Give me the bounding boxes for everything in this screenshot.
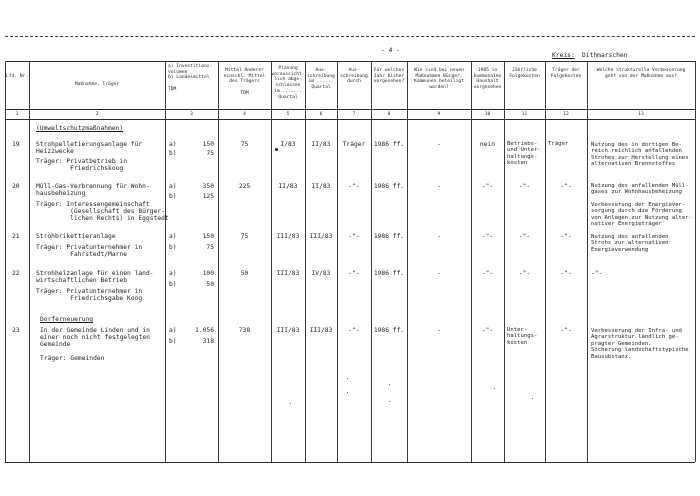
- header-ausschreibung-quartal: Aus- schreibung im ...... Quartal: [307, 68, 335, 91]
- header-investition: a) Investitions- volumen b) Landesmittel TDM: [168, 64, 213, 92]
- investment-volume: 150: [202, 233, 214, 240]
- col-number: 12: [563, 112, 569, 117]
- section-heading-umweltschutz: (Umweltschutzmaßnahmen): [36, 125, 124, 132]
- col-border: [5, 61, 6, 462]
- investment-volume: 100: [202, 270, 214, 277]
- col-border: [471, 61, 472, 462]
- tender-quarter: II/83: [311, 183, 331, 190]
- state-funds: 75: [206, 244, 214, 251]
- state-funds: 75: [206, 150, 214, 157]
- other-funds: 50: [240, 270, 249, 277]
- col-number: 1: [15, 112, 19, 117]
- top-border: [5, 36, 695, 37]
- col-border: [695, 61, 696, 462]
- citizen-participation: -: [437, 270, 441, 277]
- scan-mark: [290, 403, 291, 404]
- tender-quarter: IV/83: [311, 270, 331, 277]
- tender-quarter: III/83: [309, 233, 333, 240]
- col-border: [29, 61, 30, 462]
- scan-mark: [389, 401, 390, 402]
- col-number: 8: [387, 112, 391, 117]
- page-number: - 4 -: [381, 47, 400, 54]
- col-border: [218, 61, 219, 462]
- measure-title: Strohheizanlage für einen land- wirtschaftlichen Betrieb: [36, 270, 154, 285]
- header-jahr: Für welches Jahr bisher vorgesehen?: [373, 68, 405, 85]
- planned-year: 1986 ff.: [373, 233, 405, 240]
- row-number: 23: [12, 327, 20, 334]
- structural-improvement-2: Verbesserung der Energiever- sorgung durch die Förderung von Anlagen zur Nutzung alter- nativer Energieträger: [591, 202, 693, 228]
- planned-year: 1986 ff.: [373, 183, 405, 190]
- state-funds: 125: [202, 193, 214, 200]
- label-a: a): [169, 141, 177, 148]
- tender-by: -"-: [348, 270, 360, 277]
- other-funds: 738: [238, 327, 251, 334]
- budget-1985: nein: [479, 141, 496, 148]
- tender-by: -"-: [348, 183, 360, 190]
- planning-quarter: III/83: [276, 327, 300, 334]
- planned-year: 1986 ff.: [373, 327, 405, 334]
- budget-1985: -"-: [481, 183, 494, 190]
- scan-mark: [494, 388, 495, 389]
- structural-improvement: Nutzung des in dortigen Be- reich reichlich anfallenden Strohes zur Herstellung eines alternativen Brennstoffes: [591, 142, 689, 168]
- structural-improvement: -"-: [591, 270, 603, 277]
- state-funds: 318: [202, 338, 214, 345]
- budget-1985: -"-: [481, 327, 494, 334]
- label-b: b): [169, 244, 177, 251]
- citizen-participation: -: [437, 183, 441, 190]
- col-border: [407, 61, 408, 462]
- planned-year: 1986 ff.: [373, 270, 405, 277]
- investment-volume: 350: [202, 183, 214, 190]
- tender-by: -"-: [348, 327, 360, 334]
- header-mittel-anderer: Mittel Anderer einschl. Mittel des Trägers TDM: [223, 68, 266, 96]
- scan-mark: [347, 378, 348, 379]
- row-number: 19: [12, 141, 20, 148]
- investment-volume: 150: [202, 141, 214, 148]
- header-haushalt: 1985 in kommunalen Haushalt vorgesehen: [473, 68, 502, 91]
- measure-title: Strohbrikettieranlage: [36, 233, 116, 240]
- follow-up-cost-bearer: -"-: [560, 233, 572, 240]
- follow-up-cost-bearer: Träger: [548, 141, 569, 147]
- col-border: [545, 61, 546, 462]
- tender-quarter: II/83: [311, 141, 331, 148]
- scan-mark: [389, 384, 390, 385]
- measure-traeger: Träger: Privatunternehmer in Fahrstedt/Marne: [36, 244, 143, 259]
- scan-mark: [275, 148, 278, 151]
- investment-volume: 1.056: [195, 327, 214, 334]
- col-number: 11: [521, 112, 528, 117]
- planning-quarter: I/83: [280, 141, 296, 148]
- measure-title: Müll-Gas-Verbrennung für Wohn- hausbeheizung: [36, 183, 150, 198]
- header-planung: Planung voraussicht- lich abge- schlossen im ....... Quartal: [271, 66, 305, 100]
- header-traeger-folgekosten: Träger der Folgekosten: [550, 68, 582, 79]
- col-border: [587, 61, 588, 462]
- header-ausschreibung-durch: Aus- schreibung durch: [340, 68, 368, 85]
- col-number: 7: [352, 112, 356, 117]
- other-funds: 225: [238, 183, 251, 190]
- follow-up-costs: -"-: [518, 183, 531, 190]
- label-b: b): [169, 281, 177, 288]
- planning-quarter: III/83: [276, 233, 300, 240]
- row-number: 22: [12, 270, 20, 277]
- planning-quarter: II/83: [278, 183, 298, 190]
- header-top-rule: [5, 61, 695, 62]
- col-number: 6: [319, 112, 323, 117]
- measure-traeger: Träger: Privatbetrieb in Friedrichskoog: [36, 158, 127, 173]
- colnum-bottom-rule: [5, 119, 695, 120]
- tender-by: -"-: [348, 233, 360, 240]
- col-border: [337, 61, 338, 462]
- citizen-participation: -: [437, 141, 441, 148]
- follow-up-costs: Betriebs- und Unter- haltungs- kosten: [507, 141, 541, 167]
- scan-mark: [347, 392, 348, 393]
- header-bottom-rule: [5, 109, 695, 110]
- kreis-label: Kreis:: [552, 52, 575, 59]
- col-border: [165, 61, 166, 462]
- follow-up-costs: -"-: [518, 270, 531, 277]
- follow-up-cost-bearer: -"-: [560, 270, 572, 277]
- tender-by: Träger: [342, 141, 366, 148]
- col-number: 5: [286, 112, 290, 117]
- label-a: a): [169, 183, 177, 190]
- label-a: a): [169, 233, 177, 240]
- planning-quarter: III/83: [276, 270, 300, 277]
- follow-up-cost-bearer: -"-: [560, 183, 572, 190]
- citizen-participation: -: [437, 327, 441, 334]
- structural-improvement: Nutzung des anfallenden Strohs zur alternativen Energieverwendung: [591, 234, 669, 253]
- other-funds: 75: [240, 233, 249, 240]
- kreis-value: Dithmarschen: [582, 52, 628, 59]
- col-border: [504, 61, 505, 462]
- measure-traeger: Träger: Interessengemeinschaft (Gesellschaft des Bürger- lichen Rechts) in Eggstedt: [36, 201, 169, 223]
- col-border: [271, 61, 272, 462]
- tender-quarter: III/83: [309, 327, 333, 334]
- label-a: a): [169, 270, 177, 277]
- col-number: 9: [437, 112, 441, 117]
- measure-traeger: Träger: Gemeinden: [40, 355, 105, 362]
- col-number: 2: [95, 112, 99, 117]
- citizen-participation: -: [437, 233, 441, 240]
- col-number: 13: [638, 112, 644, 117]
- follow-up-cost-bearer: -"-: [560, 327, 572, 334]
- label-b: b): [169, 193, 177, 200]
- header-verbesserung: Welche strukturelle Verbesserung geht von der Maßnahme aus?: [596, 68, 686, 79]
- follow-up-costs: -"-: [518, 233, 531, 240]
- planned-year: 1986 ff.: [373, 141, 405, 148]
- measure-title: In der Gemeinde Linden und in einer noch nicht festgelegten Gemeinde: [40, 327, 150, 349]
- col-number: 10: [484, 112, 491, 117]
- header-lfd-nr: Lfd. Nr.: [5, 74, 29, 79]
- row-number: 21: [12, 233, 20, 240]
- measure-title: Strohpelletierungsanlage für Heizzwecke: [36, 141, 143, 156]
- measure-traeger: Träger: Privatunternehmer in Friedrichsgabe Koog: [36, 288, 143, 303]
- label-a: a): [169, 327, 177, 334]
- header-buerger: Wie sind bei neuen Maßnahmen Bürger, Kommunen beteiligt worden?: [414, 68, 464, 91]
- header-massnahme: Maßnahme, Träger: [74, 82, 120, 87]
- header-folgekosten: Jährliche Folgekosten: [509, 68, 540, 79]
- other-funds: 75: [240, 141, 249, 148]
- col-border: [371, 61, 372, 462]
- row-number: 20: [12, 183, 20, 190]
- label-b: b): [169, 338, 177, 345]
- budget-1985: -"-: [481, 233, 494, 240]
- structural-improvement: Verbesserung der Infra- und Agrarstruktur ländlich ge- prägter Gemeinden. Sicherung landschaftstypische Bausubstanz.: [591, 328, 689, 360]
- state-funds: 50: [206, 281, 214, 288]
- section-heading-dorferneuerung: Dorferneuerung: [40, 316, 94, 323]
- follow-up-costs: Unter- haltungs- kosten: [507, 327, 538, 346]
- col-number: 3: [190, 112, 193, 117]
- col-border: [305, 61, 306, 462]
- label-b: b): [169, 150, 177, 157]
- col-number: 4: [243, 112, 246, 117]
- scan-mark: [532, 398, 533, 399]
- budget-1985: -"-: [481, 270, 494, 277]
- structural-improvement: Nutzung des anfallenden Müll- gases zur Wohnhausbeheizung: [591, 183, 689, 196]
- table-bottom-rule: [5, 462, 695, 463]
